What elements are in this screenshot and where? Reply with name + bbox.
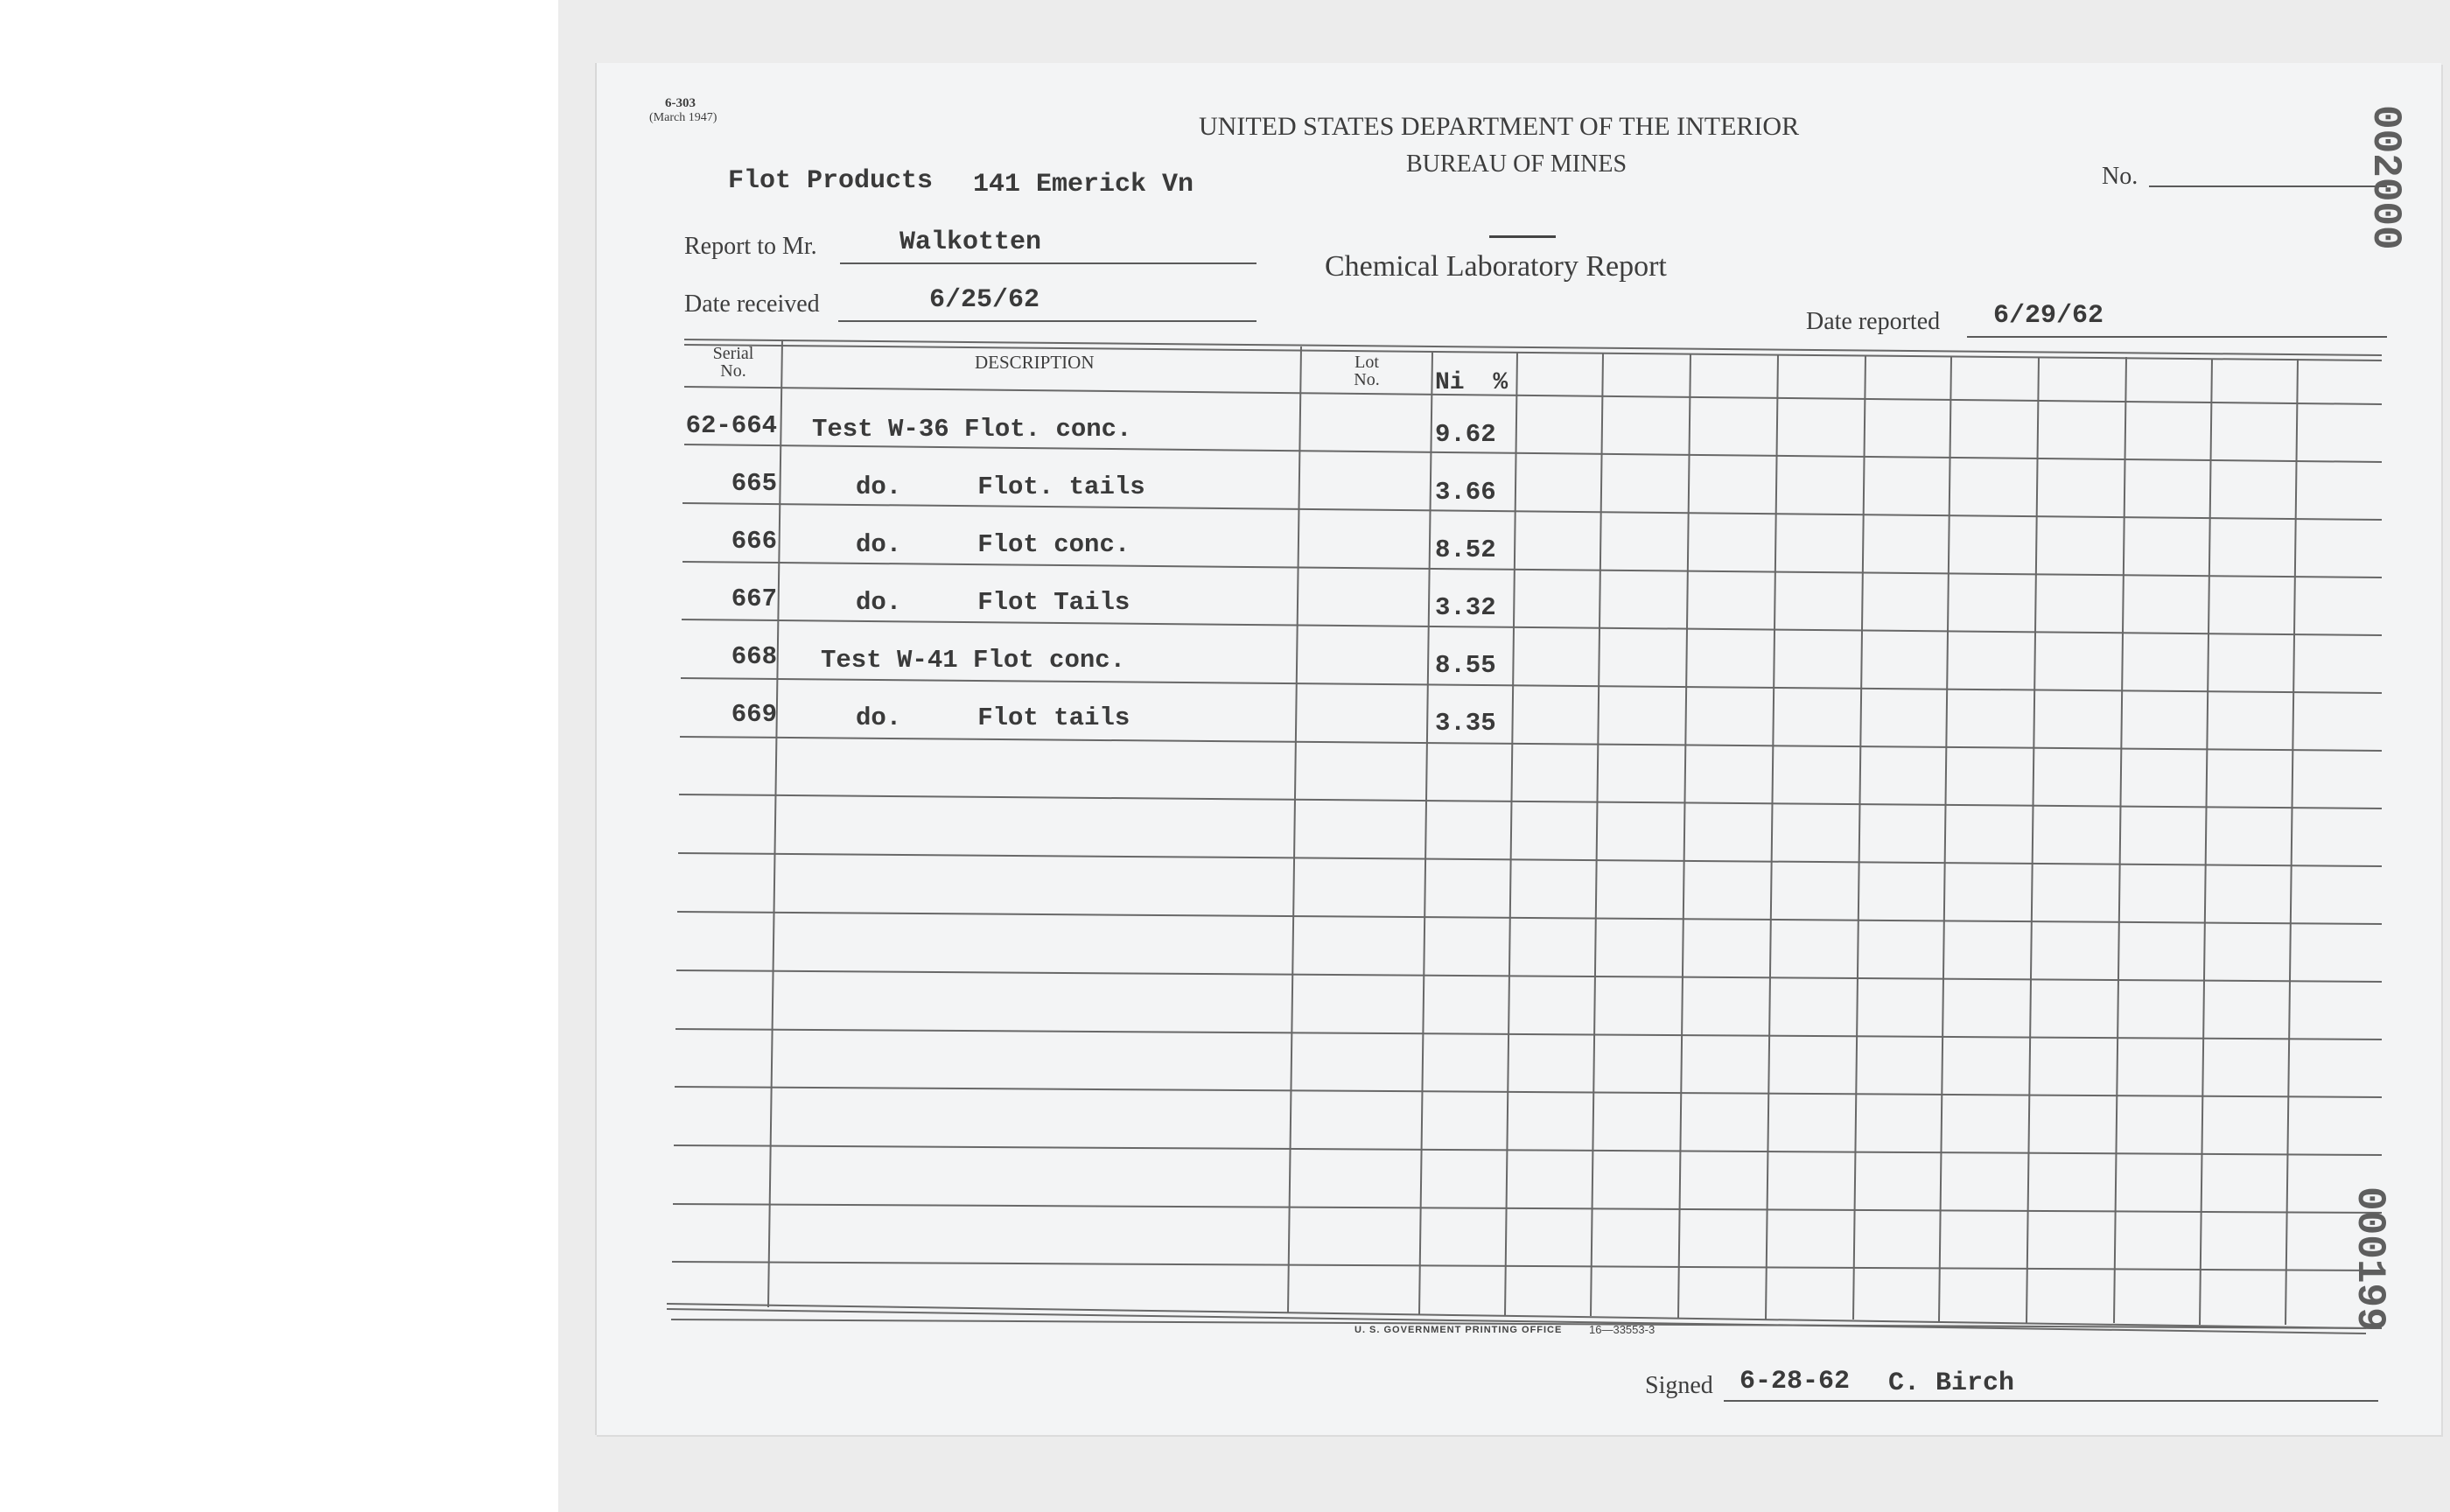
serial-header-line1: Serial bbox=[712, 344, 754, 363]
date-reported-label: Date reported bbox=[1806, 308, 1941, 335]
date-received-label: Date received bbox=[684, 290, 820, 318]
description-cell: Test W-41 Flot conc. bbox=[821, 646, 1126, 675]
print-code: 16—33553-3 bbox=[1589, 1323, 1656, 1336]
ni-header bbox=[1435, 369, 1508, 396]
serial-cell: 665 bbox=[731, 469, 777, 498]
lot-header bbox=[1332, 354, 1402, 388]
form-number: 6-303 bbox=[665, 96, 696, 110]
lot-header-line1: Lot bbox=[1354, 353, 1379, 372]
ni-value-cell: 3.32 bbox=[1435, 593, 1496, 622]
signed-date: 6-28-62 bbox=[1740, 1367, 1851, 1396]
bureau-heading: BUREAU OF MINES bbox=[1406, 150, 1628, 178]
date-reported-value: 6/29/62 bbox=[1993, 301, 2104, 331]
department-heading: UNITED STATES DEPARTMENT OF THE INTERIOR bbox=[1199, 112, 1800, 141]
serial-cell: 62-664 bbox=[685, 411, 777, 440]
ni-value-cell: 8.52 bbox=[1435, 536, 1496, 564]
report-form bbox=[595, 63, 2441, 1435]
company-name: Flot Products bbox=[728, 166, 934, 196]
report-title: Chemical Laboratory Report bbox=[1325, 250, 1667, 283]
page-stamp-top: 002000 bbox=[2362, 105, 2408, 250]
signed-name: C. Birch bbox=[1888, 1368, 2015, 1398]
description-header: DESCRIPTION bbox=[975, 352, 1095, 373]
signature-line bbox=[1724, 1400, 2378, 1402]
ni-value-cell: 9.62 bbox=[1435, 420, 1496, 449]
report-to-label: Report to Mr. bbox=[684, 233, 817, 260]
date-received-value: 6/25/62 bbox=[929, 285, 1040, 315]
printing-office-note: U. S. GOVERNMENT PRINTING OFFICE bbox=[1354, 1325, 1563, 1335]
ni-value-cell: 3.35 bbox=[1435, 709, 1496, 738]
report-to-value: Walkotten bbox=[900, 228, 1042, 257]
serial-cell: 668 bbox=[731, 642, 777, 671]
signed-label: Signed bbox=[1645, 1372, 1713, 1399]
report-table-grid bbox=[597, 63, 2441, 1435]
serial-cell: 667 bbox=[731, 584, 777, 613]
lot-header-line2: No. bbox=[1354, 370, 1380, 389]
serial-cell: 666 bbox=[731, 527, 777, 556]
serial-header-line2: No. bbox=[720, 361, 746, 381]
description-cell: Test W-36 Flot. conc. bbox=[812, 415, 1132, 444]
description-cell: do. Flot conc. bbox=[856, 530, 1130, 559]
location-name: 141 Emerick Vn bbox=[973, 170, 1194, 200]
description-cell: do. Flot tails bbox=[856, 704, 1130, 732]
form-date: (March 1947) bbox=[649, 111, 718, 124]
serial-cell: 669 bbox=[731, 700, 777, 729]
ni-value-cell: 3.66 bbox=[1435, 478, 1496, 507]
no-label: No. bbox=[2102, 163, 2138, 190]
unit-label: % bbox=[1493, 369, 1508, 396]
serial-header bbox=[684, 345, 782, 380]
page-stamp-bottom: 000199 bbox=[2347, 1186, 2392, 1332]
description-cell: do. Flot Tails bbox=[856, 588, 1130, 617]
ni-value-cell: 8.55 bbox=[1435, 651, 1496, 680]
description-cell: do. Flot. tails bbox=[856, 472, 1145, 501]
element-label: Ni bbox=[1435, 369, 1465, 396]
